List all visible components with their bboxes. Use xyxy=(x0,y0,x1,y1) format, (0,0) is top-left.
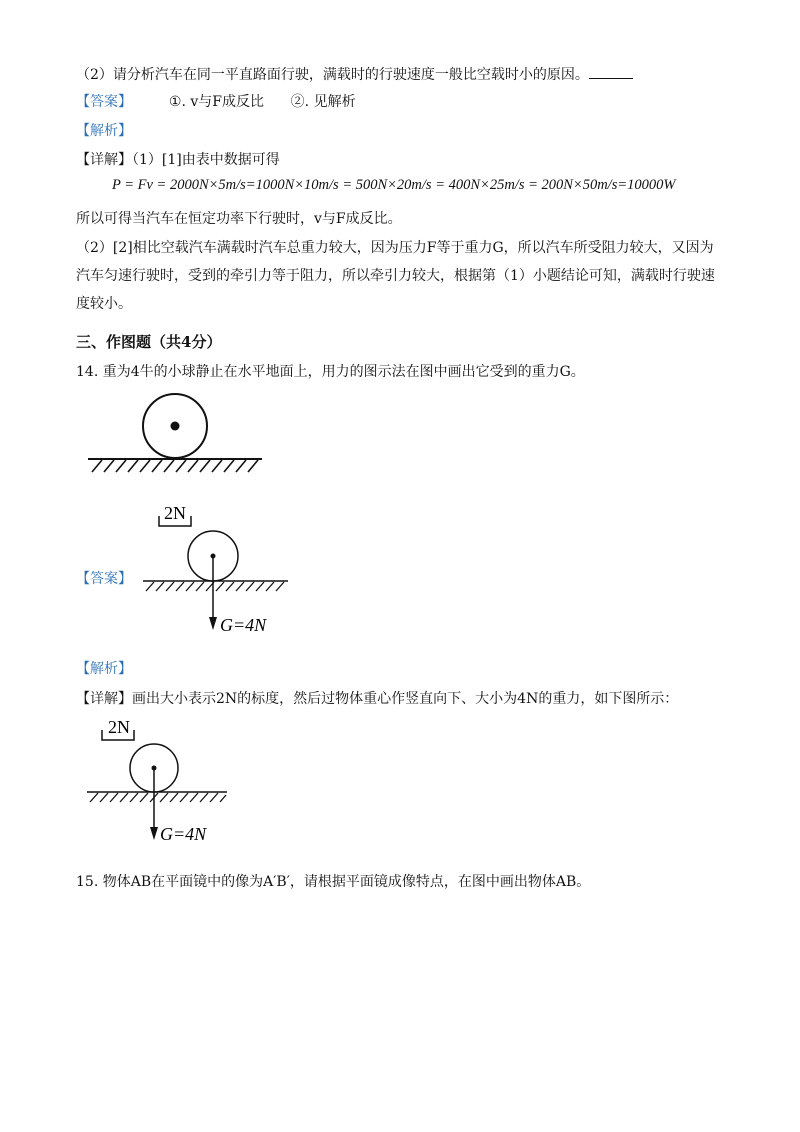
part2-explanation-line-3: 度较小。 xyxy=(76,296,132,312)
power-formula: P = Fv = 2000N×5m/s=1000N×10m/s = 500N×20m/s = 400N×25m/s = 200N×50m/s=10000W xyxy=(112,177,676,193)
answer-text: ①. v与F成反比 ②. 见解析 xyxy=(168,94,356,110)
force-label: G=4N xyxy=(160,824,207,844)
detail-text: （1）[1]由表中数据可得 xyxy=(132,152,280,168)
answer-row xyxy=(76,92,356,112)
ball-center-dot xyxy=(171,422,180,431)
detail-tag: 【详解】 xyxy=(76,691,132,707)
answer-force-diagram xyxy=(138,498,298,643)
ground-hatching xyxy=(92,460,258,472)
question-text: （2）请分析汽车在同一平直路面行驶，满载时的行驶速度一般比空载时小的原因。 xyxy=(76,67,589,83)
ground-hatching xyxy=(90,793,226,802)
analysis-tag: 【解析】 xyxy=(76,123,132,139)
part2-explanation-line-1: （2）[2]相比空载汽车满载时汽车总重力较大，因为压力F等于重力G，所以汽车所受阻力较大，又因为 xyxy=(76,240,714,256)
section-heading: 三、作图题（共4分） xyxy=(76,333,222,351)
q14-answer-tag: 【答案】 xyxy=(76,571,132,587)
q14-analysis-tag: 【解析】 xyxy=(76,661,132,677)
question-13-part-2 xyxy=(76,64,633,85)
detail-row xyxy=(76,150,280,170)
question-15: 15. 物体AB在平面镜中的像为A′B′，请根据平面镜成像特点，在图中画出物体AB。 xyxy=(76,874,591,890)
force-label: G=4N xyxy=(220,615,267,635)
ball-on-ground-figure xyxy=(84,390,274,480)
detail-tag: 【详解】 xyxy=(76,152,132,168)
question-14: 14. 重为4牛的小球静止在水平地面上，用力的图示法在图中画出它受到的重力G。 xyxy=(76,364,585,380)
arrow-head xyxy=(209,617,217,630)
arrow-head xyxy=(150,827,158,840)
q14-detail-row xyxy=(76,689,678,709)
conclusion-text: 所以可得当汽车在恒定功率下行驶时，v与F成反比。 xyxy=(76,211,402,227)
scale-label: 2N xyxy=(164,503,186,523)
answer-blank xyxy=(589,64,633,79)
scale-label: 2N xyxy=(108,717,130,737)
detail-text: 画出大小表示2N的标度，然后过物体重心作竖直向下、大小为4N的重力，如下图所示： xyxy=(132,691,679,707)
detail-force-diagram xyxy=(82,708,242,853)
part2-explanation-line-2: 汽车匀速行驶时，受到的牵引力等于阻力，所以牵引力较大，根据第（1）小题结论可知，满载时行驶速 xyxy=(76,268,715,284)
answer-tag: 【答案】 xyxy=(76,94,132,110)
ground-hatching xyxy=(146,582,284,591)
